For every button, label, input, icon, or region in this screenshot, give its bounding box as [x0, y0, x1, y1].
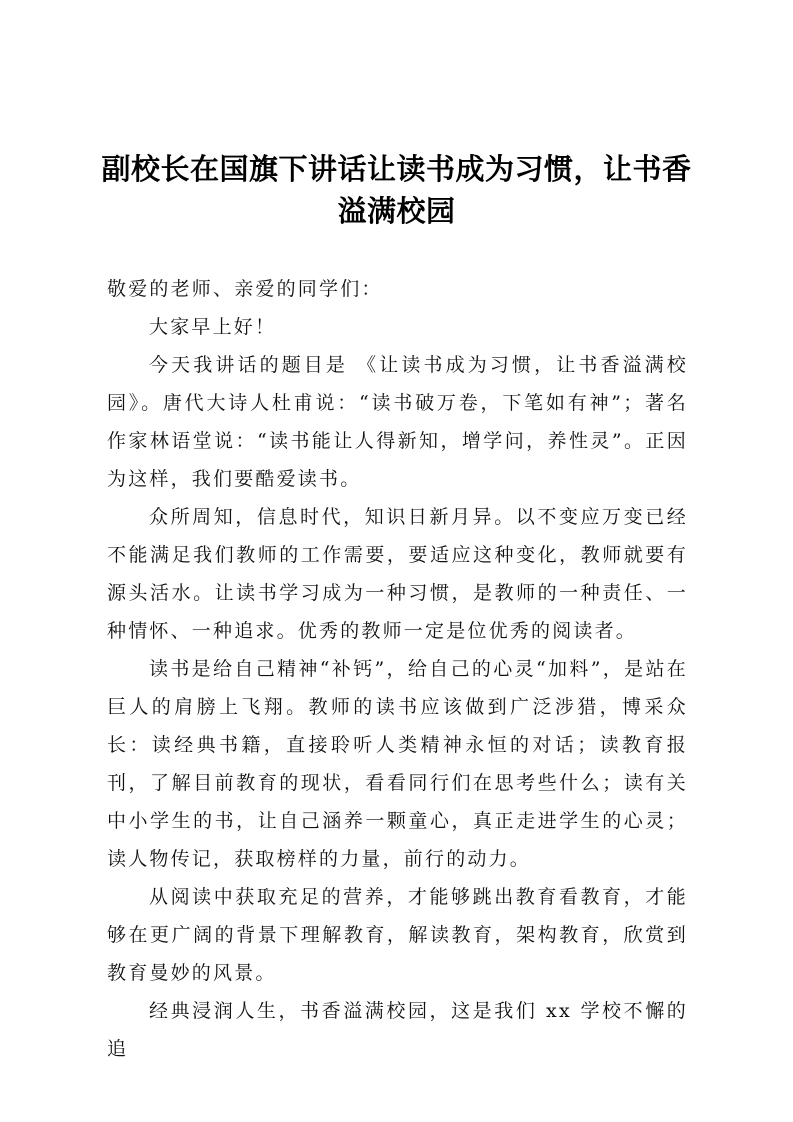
salutation: 敬爱的老师、亲爱的同学们：: [107, 278, 383, 300]
document-body: [107, 270, 688, 1068]
paragraph-reading-benefits: 读书是给自己精神“补钙”，给自己的心灵“加料”，是站在巨人的肩膀上飞翔。教师的读书应该做到广泛涉猎，博采众长：读经典书籍，直接聆听人类精神永恒的对话；读教育报刊，了解目前教育的现状，看看同行们在思考些什么；读有关中小学生的书，让自己涵养一颗童心，真正走进学生的心灵；读人物传记，获取榜样的力量，前行的动力。: [107, 658, 688, 870]
paragraph-topic: 今天我讲话的题目是 《让读书成为习惯，让书香溢满校园》。唐代大诗人杜甫说：“读书破万卷，下笔如有神”；著名作家林语堂说：“读书能让人得新知，增学问，养性灵”。正因为这样，我们要酷爱读书。: [107, 354, 688, 490]
paragraph-school-pursuit: 经典浸润人生，书香溢满校园，这是我们 xx 学校不懈的追: [107, 1000, 688, 1060]
paragraph-nourishment: 从阅读中获取充足的营养，才能够跳出教育看教育，才能够在更广阔的背景下理解教育，解读教育，架构教育，欣赏到教育曼妙的风景。: [107, 886, 688, 984]
paragraph-information-age: 众所周知，信息时代，知识日新月异。以不变应万变已经不能满足我们教师的工作需要，要适应这种变化，教师就要有源头活水。让读书学习成为一种习惯，是教师的一种责任、一种情怀、一种追求。优秀的教师一定是位优秀的阅读者。: [107, 506, 688, 642]
document-title: 副校长在国旗下讲话让读书成为习惯，让书香溢满校园: [101, 152, 692, 228]
paragraph-greeting: 大家早上好！: [149, 316, 277, 338]
